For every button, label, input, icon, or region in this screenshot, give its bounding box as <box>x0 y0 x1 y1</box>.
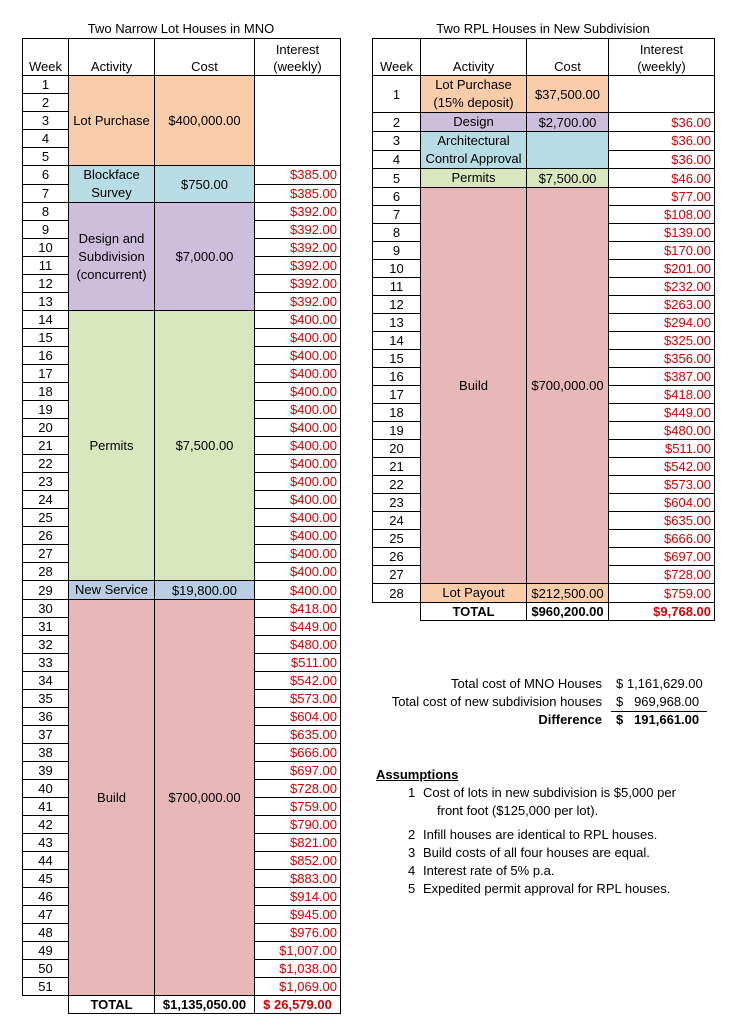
week-cell: 10 <box>23 239 69 257</box>
cost-cell: $2,700.00 <box>527 113 609 132</box>
interest-cell: $449.00 <box>609 404 715 422</box>
header-cost: Cost <box>527 39 609 76</box>
interest-cell: $385.00 <box>255 184 341 203</box>
table-row <box>23 76 341 94</box>
interest-cell: $604.00 <box>609 494 715 512</box>
table-row <box>373 188 715 206</box>
week-cell: 26 <box>23 527 69 545</box>
week-cell: 19 <box>373 422 421 440</box>
mno-total-label: Total cost of MNO Houses <box>451 676 602 691</box>
total-interest: $ 26,579.00 <box>255 996 341 1014</box>
activity-cell: Design <box>421 113 527 132</box>
week-cell: 22 <box>23 455 69 473</box>
interest-cell: $666.00 <box>609 530 715 548</box>
week-cell: 17 <box>23 365 69 383</box>
interest-cell: $635.00 <box>609 512 715 530</box>
activity-cell: Architectural Control Approval <box>421 132 527 169</box>
interest-cell: $77.00 <box>609 188 715 206</box>
week-cell: 24 <box>23 491 69 509</box>
interest-cell: $542.00 <box>255 672 341 690</box>
week-cell: 39 <box>23 762 69 780</box>
interest-cell: $392.00 <box>255 221 341 239</box>
total-interest: $9,768.00 <box>609 603 715 621</box>
interest-cell: $449.00 <box>255 618 341 636</box>
week-cell: 47 <box>23 906 69 924</box>
week-cell: 35 <box>23 690 69 708</box>
header-row <box>373 39 715 76</box>
interest-cell: $400.00 <box>255 383 341 401</box>
week-cell: 38 <box>23 744 69 762</box>
interest-cell: $46.00 <box>609 169 715 188</box>
week-cell: 1 <box>23 76 69 94</box>
interest-cell: $480.00 <box>255 636 341 654</box>
cost-cell: $750.00 <box>155 166 255 203</box>
week-cell: 18 <box>23 383 69 401</box>
interest-cell: $400.00 <box>255 419 341 437</box>
total-label: TOTAL <box>421 603 527 621</box>
right-table-title: Two RPL Houses in New Subdivision <box>436 21 650 36</box>
week-cell: 7 <box>23 184 69 203</box>
interest-cell: $325.00 <box>609 332 715 350</box>
week-cell: 21 <box>373 458 421 476</box>
week-cell: 5 <box>373 169 421 188</box>
header-row <box>23 39 341 76</box>
assumption-number: 3 <box>408 845 416 860</box>
week-cell: 23 <box>373 494 421 512</box>
week-cell: 23 <box>23 473 69 491</box>
week-cell: 48 <box>23 924 69 942</box>
week-cell: 50 <box>23 960 69 978</box>
table-row <box>373 169 715 188</box>
assumption-text: Build costs of all four houses are equal. <box>423 845 650 860</box>
activity-cell: Lot Payout <box>421 584 527 603</box>
interest-cell: $108.00 <box>609 206 715 224</box>
interest-cell: $400.00 <box>255 329 341 347</box>
cost-cell: $400,000.00 <box>155 76 255 166</box>
interest-cell: $635.00 <box>255 726 341 744</box>
week-cell: 2 <box>23 94 69 112</box>
interest-cell: $511.00 <box>609 440 715 458</box>
assumption-number: 1 <box>408 785 416 800</box>
interest-cell: $400.00 <box>255 545 341 563</box>
table-row <box>373 132 715 151</box>
week-cell: 20 <box>23 419 69 437</box>
table-row <box>373 584 715 603</box>
week-cell: 16 <box>23 347 69 365</box>
week-cell: 12 <box>373 296 421 314</box>
interest-cell: $356.00 <box>609 350 715 368</box>
interest-cell: $542.00 <box>609 458 715 476</box>
week-cell: 21 <box>23 437 69 455</box>
interest-cell: $728.00 <box>255 780 341 798</box>
week-cell: 36 <box>23 708 69 726</box>
interest-cell: $480.00 <box>609 422 715 440</box>
interest-cell: $604.00 <box>255 708 341 726</box>
interest-cell: $232.00 <box>609 278 715 296</box>
week-cell: 40 <box>23 780 69 798</box>
table-row <box>23 600 341 618</box>
header-week: Week <box>23 39 69 76</box>
week-cell: 28 <box>373 584 421 603</box>
interest-cell: $945.00 <box>255 906 341 924</box>
week-cell: 46 <box>23 888 69 906</box>
mno-total-value: $ 1,161,629.00 <box>616 676 703 691</box>
cost-cell: $7,000.00 <box>155 203 255 311</box>
table-row <box>23 581 341 600</box>
interest-cell: $400.00 <box>255 311 341 329</box>
week-cell: 16 <box>373 368 421 386</box>
week-cell: 32 <box>23 636 69 654</box>
interest-cell: $36.00 <box>609 132 715 151</box>
interest-cell: $418.00 <box>609 386 715 404</box>
interest-cell: $573.00 <box>609 476 715 494</box>
week-cell: 3 <box>373 132 421 151</box>
interest-cell: $36.00 <box>609 150 715 169</box>
cost-cell: $7,500.00 <box>527 169 609 188</box>
week-cell: 18 <box>373 404 421 422</box>
week-cell: 9 <box>23 221 69 239</box>
week-cell: 33 <box>23 654 69 672</box>
rpl-cost-table <box>372 38 715 621</box>
interest-cell: $385.00 <box>255 166 341 185</box>
header-activity: Activity <box>421 39 527 76</box>
week-cell: 7 <box>373 206 421 224</box>
week-cell: 20 <box>373 440 421 458</box>
interest-cell: $400.00 <box>255 365 341 383</box>
interest-cell: $400.00 <box>255 473 341 491</box>
interest-cell: $392.00 <box>255 239 341 257</box>
week-cell: 25 <box>373 530 421 548</box>
header-week: Week <box>373 39 421 76</box>
week-cell: 2 <box>373 113 421 132</box>
week-cell: 17 <box>373 386 421 404</box>
interest-cell: $263.00 <box>609 296 715 314</box>
assumption-text-cont: front foot ($125,000 per lot). <box>437 803 599 818</box>
table-row <box>23 166 341 185</box>
week-cell: 5 <box>23 148 69 166</box>
interest-cell: $400.00 <box>255 527 341 545</box>
interest-cell: $852.00 <box>255 852 341 870</box>
week-cell: 4 <box>23 130 69 148</box>
cost-cell: $212,500.00 <box>527 584 609 603</box>
interest-cell: $400.00 <box>255 509 341 527</box>
interest-cell: $387.00 <box>609 368 715 386</box>
interest-cell: $418.00 <box>255 600 341 618</box>
interest-cell: $36.00 <box>609 113 715 132</box>
week-cell: 26 <box>373 548 421 566</box>
week-cell: 24 <box>373 512 421 530</box>
assumptions-heading: Assumptions <box>376 767 459 782</box>
total-row <box>373 603 715 621</box>
interest-cell <box>255 76 341 166</box>
table-row <box>23 203 341 221</box>
week-cell: 29 <box>23 581 69 600</box>
interest-cell: $400.00 <box>255 563 341 581</box>
cost-cell: $700,000.00 <box>155 600 255 996</box>
assumption-text: Cost of lots in new subdivision is $5,000 per <box>423 785 676 800</box>
week-cell: 6 <box>373 188 421 206</box>
week-cell: 14 <box>373 332 421 350</box>
week-cell: 15 <box>373 350 421 368</box>
week-cell: 19 <box>23 401 69 419</box>
interest-cell: $790.00 <box>255 816 341 834</box>
activity-cell: Build <box>69 600 155 996</box>
assumption-text: Interest rate of 5% p.a. <box>423 863 555 878</box>
week-cell: 8 <box>23 203 69 221</box>
week-cell: 31 <box>23 618 69 636</box>
interest-cell: $392.00 <box>255 257 341 275</box>
total-label: TOTAL <box>69 996 155 1014</box>
interest-cell: $392.00 <box>255 275 341 293</box>
interest-cell: $728.00 <box>609 566 715 584</box>
assumption-number: 4 <box>408 863 416 878</box>
week-cell: 10 <box>373 260 421 278</box>
total-cost: $1,135,050.00 <box>155 996 255 1014</box>
interest-cell: $821.00 <box>255 834 341 852</box>
difference-value: $ 191,661.00 <box>616 712 700 727</box>
week-cell: 27 <box>23 545 69 563</box>
week-cell: 34 <box>23 672 69 690</box>
activity-cell: Permits <box>421 169 527 188</box>
assumption-number: 5 <box>408 881 416 896</box>
activity-cell: New Service <box>69 581 155 600</box>
total-cost: $960,200.00 <box>527 603 609 621</box>
interest-cell: $914.00 <box>255 888 341 906</box>
interest-cell: $1,069.00 <box>255 978 341 996</box>
interest-cell: $201.00 <box>609 260 715 278</box>
table-row <box>23 311 341 329</box>
table-row <box>373 76 715 113</box>
interest-cell: $573.00 <box>255 690 341 708</box>
new-total-label: Total cost of new subdivision houses <box>391 694 602 709</box>
assumption-number: 2 <box>408 827 416 842</box>
interest-cell: $759.00 <box>255 798 341 816</box>
assumption-text: Infill houses are identical to RPL houses. <box>423 827 658 842</box>
week-cell: 8 <box>373 224 421 242</box>
week-cell: 37 <box>23 726 69 744</box>
activity-cell: Lot Purchase (15% deposit) <box>421 76 527 113</box>
week-cell: 45 <box>23 870 69 888</box>
week-cell: 51 <box>23 978 69 996</box>
interest-cell: $759.00 <box>609 584 715 603</box>
week-cell: 6 <box>23 166 69 185</box>
interest-cell: $883.00 <box>255 870 341 888</box>
new-total-value: $ 969,968.00 <box>616 694 700 709</box>
week-cell: 41 <box>23 798 69 816</box>
interest-cell: $400.00 <box>255 347 341 365</box>
interest-cell: $400.00 <box>255 401 341 419</box>
interest-cell: $1,007.00 <box>255 942 341 960</box>
week-cell: 49 <box>23 942 69 960</box>
week-cell: 9 <box>373 242 421 260</box>
week-cell: 1 <box>373 76 421 113</box>
week-cell: 25 <box>23 509 69 527</box>
week-cell: 11 <box>373 278 421 296</box>
header-interest: Interest (weekly) <box>255 39 341 76</box>
activity-cell: Permits <box>69 311 155 581</box>
interest-cell: $392.00 <box>255 203 341 221</box>
interest-cell: $400.00 <box>255 437 341 455</box>
interest-cell: $400.00 <box>255 455 341 473</box>
interest-cell: $294.00 <box>609 314 715 332</box>
assumption-text: Expedited permit approval for RPL houses. <box>423 881 671 896</box>
interest-cell: $400.00 <box>255 581 341 600</box>
interest-cell <box>609 76 715 113</box>
activity-cell: Lot Purchase <box>69 76 155 166</box>
week-cell: 42 <box>23 816 69 834</box>
week-cell: 4 <box>373 150 421 169</box>
interest-cell: $1,038.00 <box>255 960 341 978</box>
week-cell: 30 <box>23 600 69 618</box>
week-cell: 28 <box>23 563 69 581</box>
week-cell: 44 <box>23 852 69 870</box>
activity-cell: Design and Subdivision (concurrent) <box>69 203 155 311</box>
interest-cell: $392.00 <box>255 293 341 311</box>
activity-cell: Blockface Survey <box>69 166 155 203</box>
week-cell: 11 <box>23 257 69 275</box>
mno-cost-table <box>22 38 341 1014</box>
cost-cell: $700,000.00 <box>527 188 609 584</box>
cost-cell: $7,500.00 <box>155 311 255 581</box>
interest-cell: $400.00 <box>255 491 341 509</box>
week-cell: 27 <box>373 566 421 584</box>
interest-cell: $976.00 <box>255 924 341 942</box>
week-cell: 43 <box>23 834 69 852</box>
header-activity: Activity <box>69 39 155 76</box>
interest-cell: $697.00 <box>255 762 341 780</box>
interest-cell: $666.00 <box>255 744 341 762</box>
week-cell: 15 <box>23 329 69 347</box>
header-interest: Interest (weekly) <box>609 39 715 76</box>
table-row <box>373 113 715 132</box>
activity-cell: Build <box>421 188 527 584</box>
interest-cell: $170.00 <box>609 242 715 260</box>
difference-label: Difference <box>538 712 602 727</box>
interest-cell: $511.00 <box>255 654 341 672</box>
cost-cell: $19,800.00 <box>155 581 255 600</box>
cost-cell <box>527 132 609 169</box>
week-cell: 13 <box>373 314 421 332</box>
left-table-title: Two Narrow Lot Houses in MNO <box>87 21 275 36</box>
interest-cell: $697.00 <box>609 548 715 566</box>
week-cell: 3 <box>23 112 69 130</box>
total-row <box>23 996 341 1014</box>
header-cost: Cost <box>155 39 255 76</box>
cost-cell: $37,500.00 <box>527 76 609 113</box>
interest-cell: $139.00 <box>609 224 715 242</box>
week-cell: 13 <box>23 293 69 311</box>
week-cell: 12 <box>23 275 69 293</box>
week-cell: 22 <box>373 476 421 494</box>
week-cell: 14 <box>23 311 69 329</box>
